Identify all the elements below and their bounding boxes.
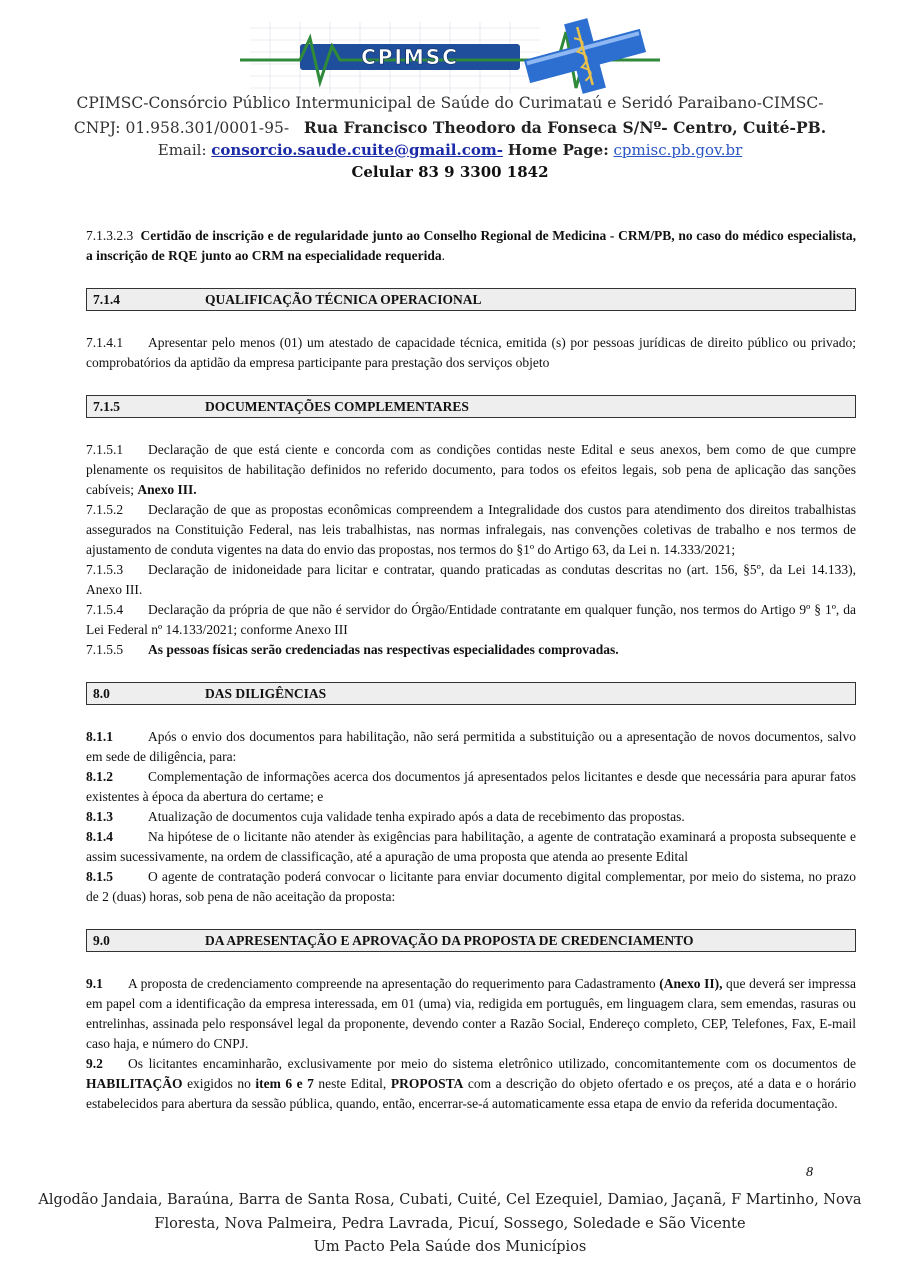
clause-text: A proposta de credenciamento compreende na apresentação do requerimento para Cadastramento [128,976,656,991]
address: Rua Francisco Theodoro da Fonseca S/Nº- Centro, Cuité-PB. [303,118,827,137]
clause-text: Apresentar pelo menos (01) um atestado de capacidade técnica, emitida (s) por pessoas jurídicas de direito público ou privado; comprobatórios da aptidão da empresa participante para prestação dos serviços objeto [86,335,856,370]
section-title: DA APRESENTAÇÃO E APROVAÇÃO DA PROPOSTA DE CREDENCIAMENTO [205,933,694,948]
footer-slogan: Um Pacto Pela Saúde dos Municípios [313,1239,587,1255]
clause-text-bold: Certidão de inscrição e de regularidade junto ao Conselho Regional de Medicina - CRM/PB, no caso do médico especialista, a inscrição de RQE junto ao CRM na especialidade requerida [86,228,856,263]
page-number: 8 [806,1165,813,1180]
logo-text: CPIMSC [361,45,459,69]
email-link[interactable]: consorcio.saude.cuite@gmail.com- [211,141,503,159]
clause-text-bold: PROPOSTA [390,1076,464,1091]
section-title: DOCUMENTAÇÕES COMPLEMENTARES [205,399,469,414]
cpimsc-logo [240,18,660,96]
clause-9-2 [86,1054,856,1114]
clause-text: Na hipótese de o licitante não atender às exigências para habilitação, a agente de contratação examinará a proposta subsequente e assim sucessivamente, na ordem de classificação, até a apuração de uma proposta que atenda ao presente Edital [86,829,856,864]
clause-7-1-5-1 [86,440,856,500]
clause-text: Atualização de documentos cuja validade tenha expirado após a data de recebimento das propostas. [148,809,685,824]
clause-7-1-5-2 [86,500,856,560]
clause-number: 9.2 [86,1056,103,1071]
clause-8-1-5 [86,867,856,907]
phone-line: Celular 83 9 3300 1842 [351,163,549,181]
section-number: 8.0 [93,686,110,701]
clause-number: 8.1.5 [86,869,113,884]
section-number: 7.1.5 [93,399,120,414]
clause-9-1 [86,974,856,1054]
org-name-line: CPIMSC-Consórcio Público Intermunicipal de Saúde do Curimataú e Seridó Paraibano-CIMSC- [76,94,824,112]
logo-graphic [240,18,660,96]
clause-text-bold: As pessoas físicas serão credenciadas nas respectivas especialidades comprovadas. [148,642,619,657]
home-page-label: Home Page: [507,141,609,159]
clause-number: 7.1.5.2 [86,502,124,517]
section-heading-7-1-5 [86,395,856,418]
clause-8-1-4 [86,827,856,867]
cnpj-address-line [0,118,900,137]
clause-8-1-1 [86,727,856,767]
home-page-link[interactable]: cpmisc.pb.gov.br [613,141,743,159]
section-number: 9.0 [93,933,110,948]
section-heading-7-1-4 [86,288,856,311]
footer-municipalities-line-2: Floresta, Nova Palmeira, Pedra Lavrada, Picuí, Sossego, Soledade e São Vicente [154,1216,746,1232]
clause-text-bold: HABILITAÇÃO [86,1076,183,1091]
email-label: Email: [157,141,207,159]
clause-text: neste Edital, [318,1076,387,1091]
clause-number: 8.1.2 [86,769,113,784]
clause-number: 9.1 [86,976,103,991]
contact-line [0,141,900,159]
clause-text-bold: (Anexo II), [659,976,723,991]
clause-number: 7.1.4.1 [86,335,124,350]
section-title: QUALIFICAÇÃO TÉCNICA OPERACIONAL [205,292,482,307]
clause-number: 7.1.3.2.3 [86,228,134,243]
clause-8-1-2 [86,767,856,807]
section-number: 7.1.4 [93,292,120,307]
section-title: DAS DILIGÊNCIAS [205,686,327,701]
clause-text: exigidos no [187,1076,251,1091]
section-heading-9-0 [86,929,856,952]
clause-7-1-5-4 [86,600,856,640]
clause-text: Complementação de informações acerca dos documentos já apresentados pelos licitantes e desde que necessária para apurar fatos existentes à época da abertura do certame; e [86,769,856,804]
clause-text-bold: Anexo III. [137,482,197,497]
clause-tail: . [441,248,445,263]
clause-text-bold: item 6 e 7 [255,1076,314,1091]
clause-text: O agente de contratação poderá convocar o licitante para enviar documento digital complementar, por meio do sistema, no prazo de 2 (duas) horas, sob pena de não aceitação da proposta: [86,869,856,904]
clause-7-1-3-2-3 [86,226,856,266]
clause-number: 7.1.5.1 [86,442,124,457]
clause-text: Declaração de que está ciente e concorda com as condições contidas neste Edital e seus anexos, bem como de que cumpre plenamente os requisitos de habilitação definidos no referido documento, para todos os efeitos legais, sob pena de aplicação das sanções cabíveis; [86,442,856,497]
document-body [86,226,856,1114]
clause-7-1-4-1 [86,333,856,373]
clause-number: 7.1.5.4 [86,602,124,617]
clause-text: que deverá ser impressa em papel com a identificação da empresa interessada, em 01 (uma) via, redigida em português, em linguagem clara, sem emendas, rasuras ou entrelinhas, assinada pelo responsável legal da proponente, devendo conter a Razão Social, Endereço completo, CEP, Telefones, Fax, E-mail caso haja, e número do CNPJ. [86,976,857,1051]
clause-text: Declaração de inidoneidade para licitar e contratar, quando praticadas as condutas descritas no (art. 156, §5º, da Lei 14.133), Anexo III. [86,562,856,597]
cnpj: CNPJ: 01.958.301/0001-95- [73,119,290,137]
clause-text: com a descrição do objeto ofertado e os preços, até a data e o horário estabelecidos para abertura da sessão pública, quando, então, encerrar-se-á automaticamente essa etapa de envio da referida documentação. [86,1076,857,1111]
clause-7-1-5-3 [86,560,856,600]
clause-number: 8.1.4 [86,829,113,844]
clause-number: 8.1.1 [86,729,113,744]
clause-text: Declaração da própria de que não é servidor do Órgão/Entidade contratante em qualquer função, nos termos do Artigo 9º § 1º, da Lei Federal nº 14.133/2021; conforme Anexo III [86,602,856,637]
clause-text: Declaração de que as propostas econômicas compreendem a Integralidade dos custos para atendimento dos direitos trabalhistas assegurados na Constituição Federal, nas leis trabalhistas, nas normas infralegais, nas convenções coletivas de trabalho e nos termos de ajustamento de conduta vigentes na data do envio das propostas, nos termos do §1º do Artigo 63, da Lei n. 14.333/2021; [86,502,856,557]
clause-7-1-5-5 [86,640,856,660]
footer-municipalities-line-1: Algodão Jandaia, Baraúna, Barra de Santa Rosa, Cubati, Cuité, Cel Ezequiel, Damiao, Jaçanã, F Martinho, Nova [38,1192,862,1208]
clause-number: 8.1.3 [86,809,113,824]
clause-number: 7.1.5.5 [86,642,124,657]
section-heading-8-0 [86,682,856,705]
clause-number: 7.1.5.3 [86,562,124,577]
clause-text: Os licitantes encaminharão, exclusivamente por meio do sistema eletrônico utilizado, concomitantemente com os documentos de [128,1056,856,1071]
star-of-life-icon [518,18,653,96]
clause-text: Após o envio dos documentos para habilitação, não será permitida a substituição ou a apresentação de novos documentos, salvo em sede de diligência, para: [86,729,856,764]
clause-8-1-3 [86,807,856,827]
